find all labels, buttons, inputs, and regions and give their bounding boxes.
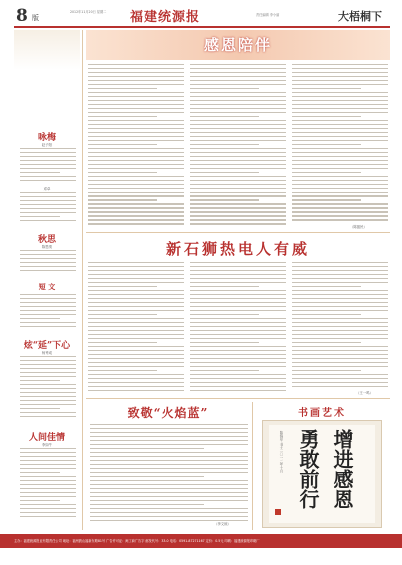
article-divider (86, 398, 390, 399)
sidebar-title: 咏梅 (37, 133, 56, 143)
sidebar-author: 李如牛 (41, 443, 53, 447)
footer-text: 主办：福建统源报业有限责任公司 地址：福州鼓山福新东路81号 广告许可证：闽工商广告字 邮发代号：33-0 电话：0591-87271167 定价：0.5元 印刷：福建统源报印刷厂 (14, 539, 260, 543)
article-signature: （陈振民） (350, 225, 367, 229)
sidebar-author: 陈思绩 (41, 245, 53, 249)
article-title: 致敬“火焰蓝” (127, 406, 209, 420)
article-body (88, 64, 184, 228)
article-body (292, 262, 388, 390)
sidebar-title: 炫“延”下心 (23, 341, 71, 351)
article-signature: （李文琼） (214, 522, 231, 526)
calligraphy-inscription: 陈锦华 书于二〇一二年十月 (279, 431, 283, 473)
article-body (90, 424, 248, 524)
calligraphy-paper (269, 425, 375, 523)
sidebar-divider (82, 30, 83, 530)
article-body (88, 262, 184, 394)
sidebar-deco (14, 30, 80, 70)
poem-body (20, 356, 76, 420)
date-line: 2012年11月20日 星期二 (70, 10, 107, 14)
article-body (292, 64, 388, 224)
sidebar-author: 杨秀成 (41, 351, 53, 355)
section-name: 大梧桐下 (338, 10, 382, 23)
article-divider (86, 232, 390, 233)
page-suffix: 版 (32, 14, 39, 22)
poem-body (20, 294, 76, 330)
header-rule (14, 26, 390, 28)
sidebar-title: 人间佳情 (28, 433, 65, 443)
article-title: 感恩陪伴 (203, 36, 272, 54)
calligraphy-column: 增进感恩 (330, 429, 354, 509)
page-number: 8 (16, 6, 28, 26)
editor-line: 责任编辑 李小丽 (256, 13, 280, 17)
poem-body (20, 448, 76, 520)
masthead: 福建统源报 (130, 10, 201, 25)
article-title: 新石狮热电人有威 (165, 240, 310, 258)
sidebar-title: 秋思 (37, 235, 56, 245)
calligraphy-section-title: 书画艺术 (298, 408, 346, 419)
poem-body (20, 148, 76, 184)
sidebar-author: 赵子阳 (41, 143, 53, 147)
sidebar-author: 邓卓 (43, 187, 51, 191)
poem-body (20, 192, 76, 224)
poem-body (20, 250, 76, 274)
article-body (190, 64, 286, 228)
sidebar (14, 30, 80, 530)
calligraphy-column: 勇敢前行 (296, 429, 320, 509)
sidebar-title: 短 文 (38, 282, 56, 291)
article-body (190, 262, 286, 394)
article-signature: （王一鸣） (356, 391, 373, 395)
column-divider (252, 402, 253, 530)
page-header (0, 0, 402, 28)
calligraphy-scroll (262, 420, 382, 528)
seal-stamp (275, 509, 281, 515)
